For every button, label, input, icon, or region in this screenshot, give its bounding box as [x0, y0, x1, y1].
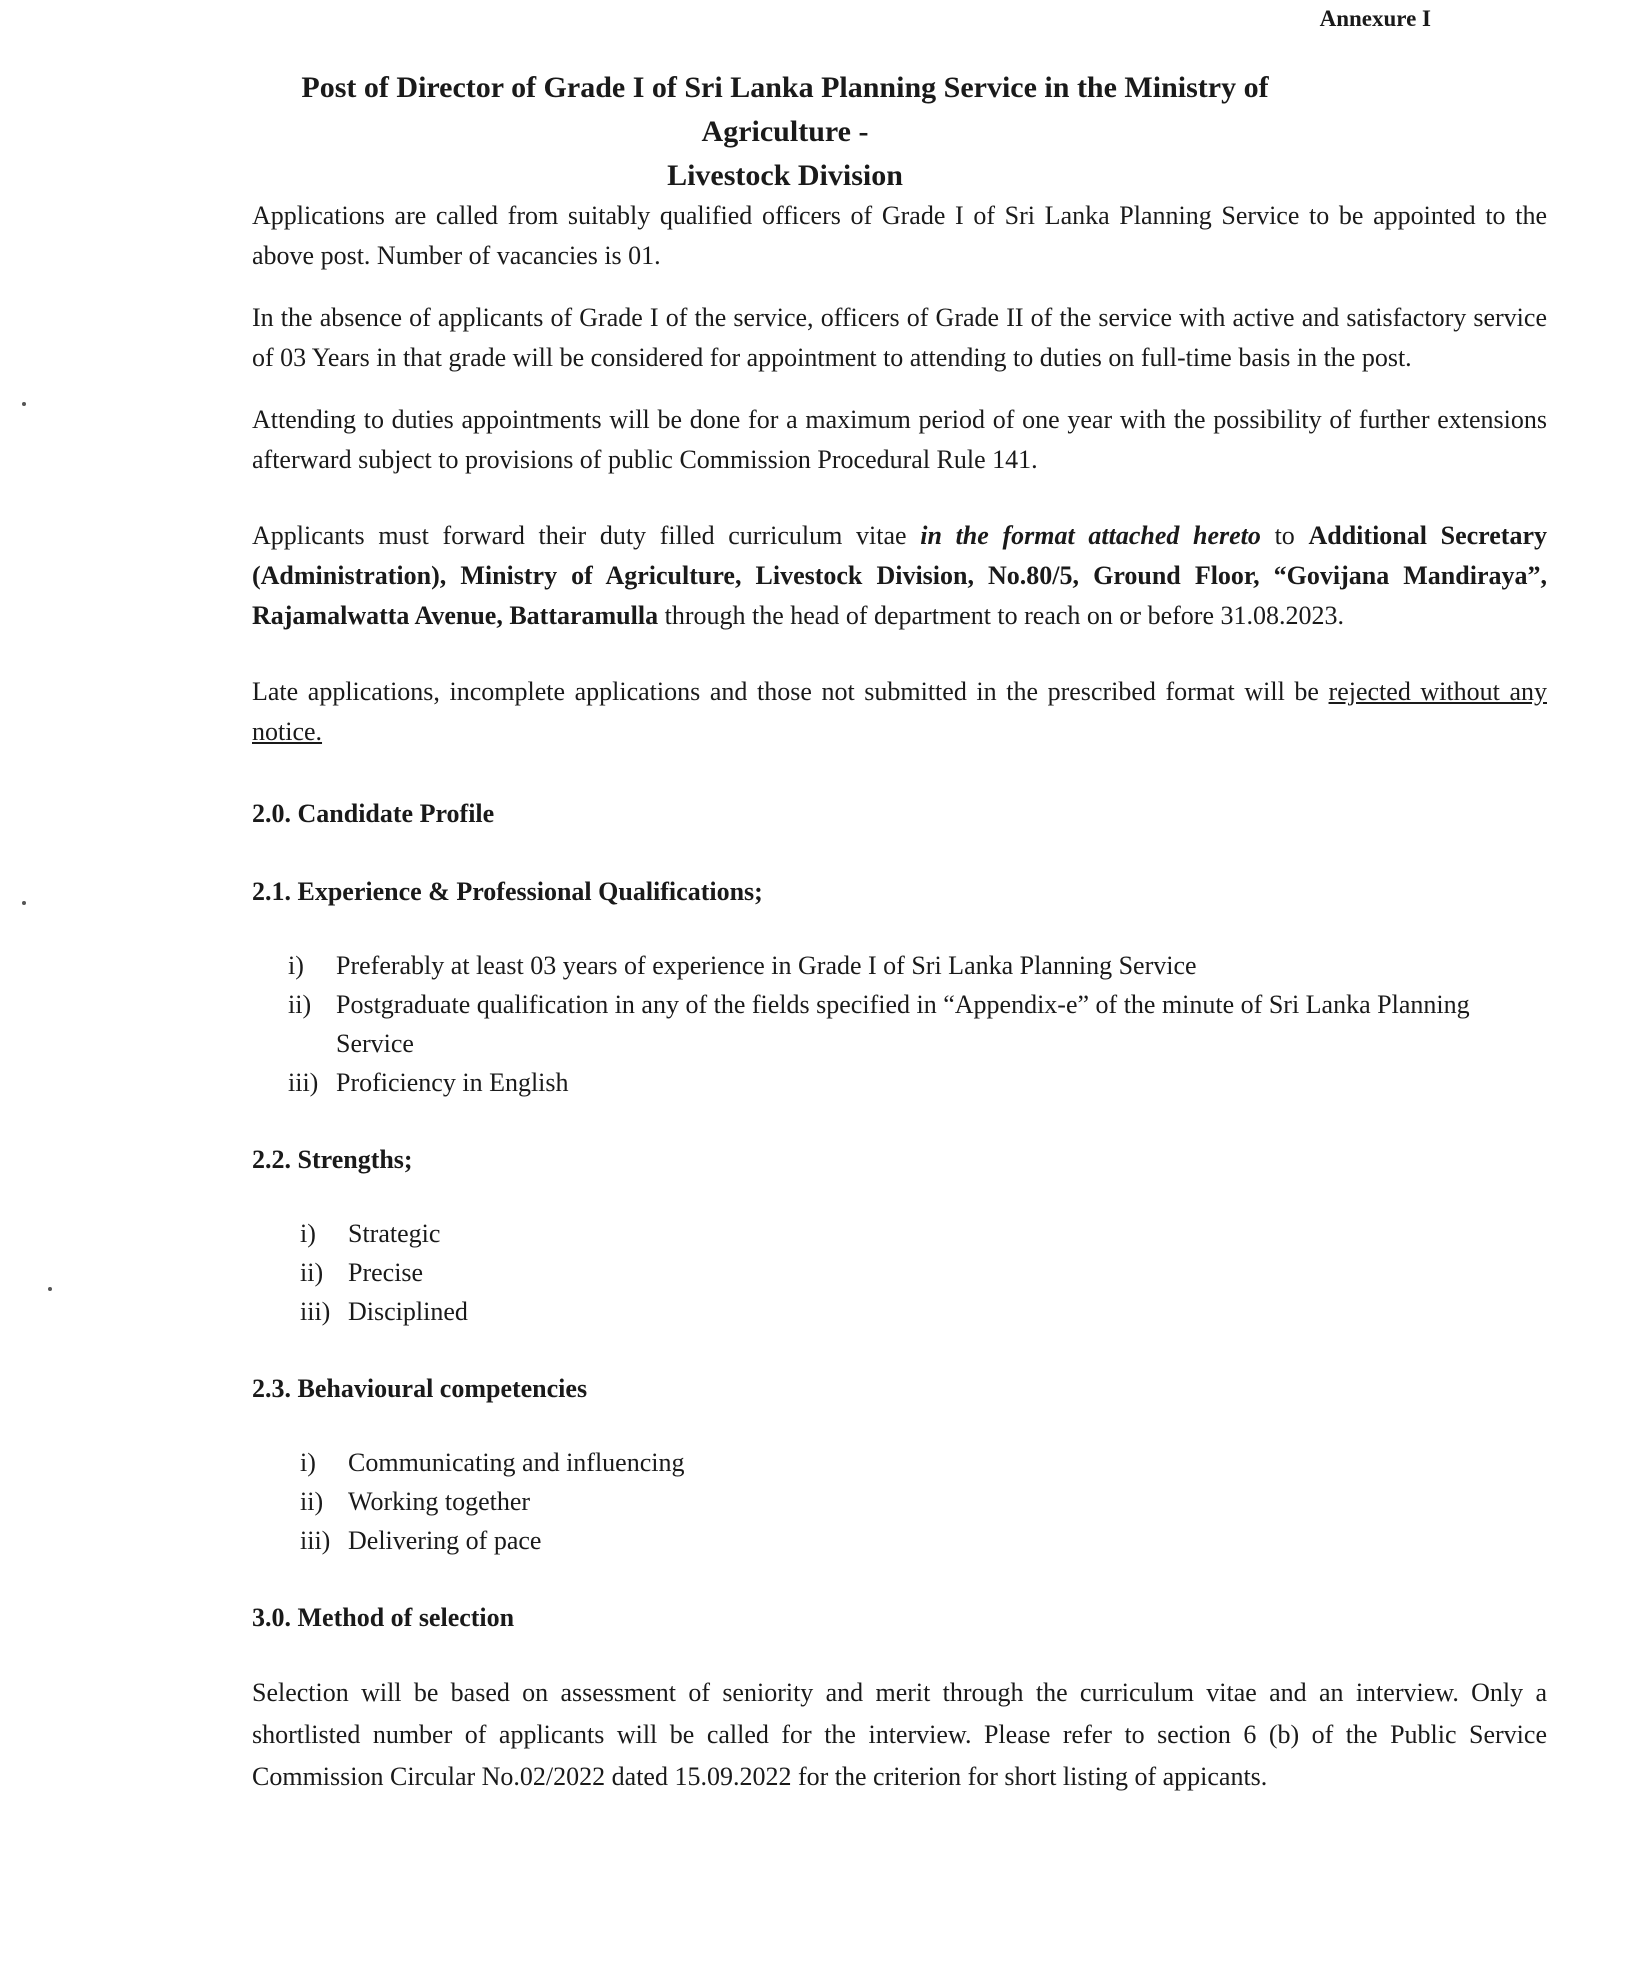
submission-text-a: Applicants must forward their duty filled curriculum vitae — [252, 521, 921, 550]
list-item — [300, 1292, 1547, 1331]
list-item-number: iii) — [288, 1068, 319, 1097]
intro-paragraph-2: In the absence of applicants of Grade I of the service, officers of Grade II of the service with active and satisfactory service of 03 Years in that grade will be considered for appointment to attending to duties on full-time basis in the post. — [252, 303, 1547, 372]
list-item-text: Strategic — [348, 1219, 441, 1248]
list-item-text: Proficiency in English — [336, 1068, 569, 1097]
list-item-number: iii) — [300, 1526, 331, 1555]
list-item — [288, 1063, 1547, 1102]
list-item-number: ii) — [288, 990, 312, 1019]
list-item — [300, 1214, 1547, 1253]
section-2-3-heading: 2.3. Behavioural competencies — [252, 1374, 588, 1403]
submission-format-emphasis: in the format attached hereto — [920, 521, 1261, 550]
list-item-number: i) — [300, 1448, 316, 1477]
section-2-1-heading: 2.1. Experience & Professional Qualifications; — [252, 877, 763, 906]
list-item-number: ii) — [300, 1487, 324, 1516]
list-item — [300, 1443, 1547, 1482]
list-item-text: Preferably at least 03 years of experience in Grade I of Sri Lanka Planning Service — [336, 951, 1197, 980]
list-item — [288, 946, 1547, 985]
qualifications-list — [288, 946, 1547, 1102]
list-item-text: Delivering of pace — [348, 1526, 542, 1555]
scan-speck — [48, 1287, 52, 1291]
list-item-text: Postgraduate qualification in any of the fields specified in “Appendix-e” of the minute of Sri Lanka Planning Service — [336, 990, 1470, 1058]
title-line-1: Post of Director of Grade I of Sri Lanka Planning Service in the Ministry of Agriculture - — [301, 71, 1269, 148]
intro-paragraph-3: Attending to duties appointments will be done for a maximum period of one year with the possibility of further extensions afterward subject to provisions of public Commission Procedural Rule 141. — [252, 405, 1547, 474]
list-item-text: Precise — [348, 1258, 424, 1287]
list-item-text: Disciplined — [348, 1297, 468, 1326]
list-item-number: i) — [288, 951, 304, 980]
annexure-label: Annexure I — [1319, 6, 1431, 31]
list-item-number: ii) — [300, 1258, 324, 1287]
scan-speck — [22, 402, 26, 406]
submission-text-c: to — [1260, 521, 1309, 550]
submission-address: Additional Secretary (Administration), Ministry of Agriculture, Livestock Division, No.80/5, Ground Floor, “Govijana Mandiraya”, Rajamalwatta Avenue, Battaramulla — [252, 521, 1547, 630]
list-item-text: Communicating and influencing — [348, 1448, 685, 1477]
list-item — [300, 1521, 1547, 1560]
list-item — [300, 1253, 1547, 1292]
strengths-list — [300, 1214, 1547, 1331]
scan-speck — [22, 901, 26, 905]
section-2-heading: 2.0. Candidate Profile — [252, 799, 495, 828]
list-item — [288, 985, 1547, 1063]
list-item-number: i) — [300, 1219, 316, 1248]
list-item — [300, 1482, 1547, 1521]
section-2-2-heading: 2.2. Strengths; — [252, 1145, 413, 1174]
late-applications-paragraph — [252, 672, 1547, 752]
list-item-text: Working together — [348, 1487, 531, 1516]
section-3-heading: 3.0. Method of selection — [252, 1603, 515, 1632]
list-item-number: iii) — [300, 1297, 331, 1326]
selection-method-paragraph: Selection will be based on assessment of seniority and merit through the curriculum vitae and an interview. Only a shortlisted number of applicants will be called for the interview. Please refer to section 6 (b) of the Public Service Commission Circular No.02/2022 dated 15.09.2022 for the criterion for short listing of appicants. — [252, 1678, 1547, 1791]
submission-paragraph — [252, 516, 1547, 636]
submission-deadline-text: through the head of department to reach on or before 31.08.2023. — [658, 601, 1344, 630]
competencies-list — [300, 1443, 1547, 1560]
intro-paragraph-1: Applications are called from suitably qualified officers of Grade I of Sri Lanka Planning Service to be appointed to the above post. Number of vacancies is 01. — [252, 201, 1547, 270]
rejection-notice: rejected without any notice. — [252, 677, 1547, 746]
document-body — [252, 196, 1547, 1820]
title-line-2: Livestock Division — [667, 159, 903, 192]
document-title — [280, 66, 1290, 198]
late-applications-text: Late applications, incomplete applications and those not submitted in the prescribed format will be — [252, 677, 1329, 706]
